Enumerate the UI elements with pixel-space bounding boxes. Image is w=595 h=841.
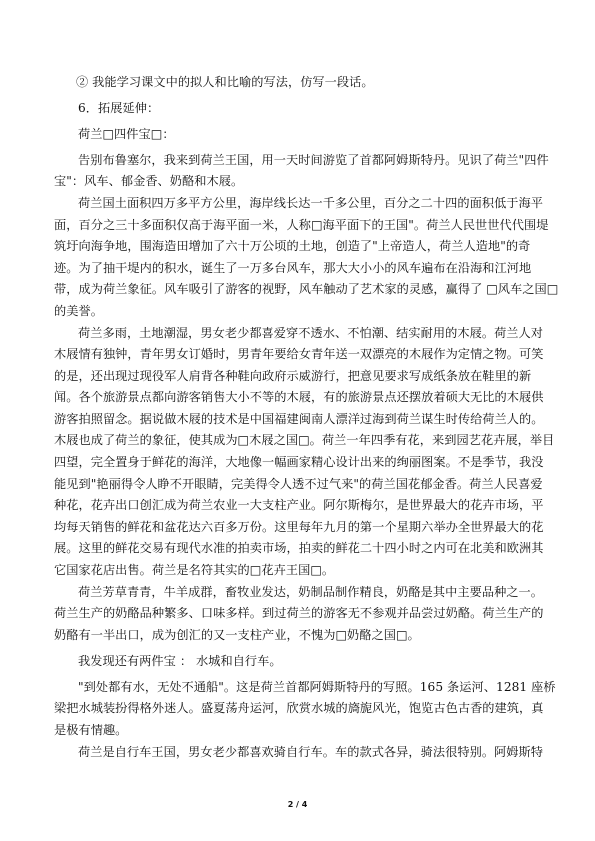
text-line: 均每天销售的鲜花和盆花达六百多万份。这里每年九月的第一个星期六举办全世界最大的花 (54, 520, 544, 534)
text-line: 四望，完全置身于鲜花的海洋，大地像一幅画家精心设计出来的绚丽图案。不是季节，我没 (54, 455, 544, 469)
text-line: "到处都有水，无处不通船"。这是荷兰首都阿姆斯特丹的写照。165 条运河、1281 座桥 (78, 680, 556, 694)
text-line: 奶酪有一半出口，成为创汇的又一支柱产业，不愧为□奶酪之国□。 (54, 628, 420, 642)
text-line: 荷兰国土面积四万多平方公里，海岸线长达一千多公里，百分之二十四的面积低于海平 (78, 196, 544, 210)
text-line: 面，百分之三十多面积仅高于海平面一米，人称□海平面下的王国"。荷兰人民世世代代围堤 (54, 218, 549, 232)
text-line: 展。这里的鲜花交易有现代水准的拍卖市场，拍卖的鲜花二十四小时之内可在北美和欧洲其 (54, 541, 544, 555)
text-line: 它国家花店出售。荷兰是名符其实的□花卉王国□。 (54, 563, 335, 577)
text-line: 的美誉。 (54, 304, 103, 318)
text-line: 木屐情有独钟，青年男女订婚时，男青年要给女青年送一双漂亮的木屐作为定情之物。可笑 (54, 347, 544, 361)
text-line: 6．拓展延伸： (78, 101, 160, 115)
text-line: 我发现还有两件宝 ： 水城和自行车。 (78, 654, 282, 668)
text-line: 荷兰多雨，土地潮湿，男女老少都喜爱穿不透水、不怕潮、结实耐用的木屐。荷兰人对 (78, 326, 544, 340)
text-line: ② 我能学习课文中的拟人和比喻的写法，仿写一段话。 (76, 75, 374, 89)
text-line: 能见到"艳丽得令人睁不开眼睛，完美得令人透不过气来"的荷兰国花郁金香。荷兰人民喜爱 (54, 477, 543, 491)
text-line: 带，成为荷兰象征。风车吸引了游客的视野，风车触动了艺术家的灵感，赢得了 □风车之国□ (54, 282, 559, 296)
text-line: 种花，花卉出口创汇成为荷兰农业一大支柱产业。阿尔斯梅尔，是世界最大的花卉市场，平 (54, 498, 544, 512)
text-line: 告别布鲁塞尔，我来到荷兰王国，用一天时间游览了首都阿姆斯特丹。见识了荷兰"四件 (78, 153, 549, 167)
text-line: 荷兰芳草青青，牛羊成群，畜牧业发达，奶制品制作精良，奶酪是其中主要品种之一。 (78, 585, 544, 599)
text-line: 游客拍照留念。据说做木屐的技术是中国福建闽南人漂洋过海到荷兰谋生时传给荷兰人的。 (54, 412, 544, 426)
text-line: 的是，还出现过现役军人肩背各种鞋向政府示威游行，把意见要求写成纸条放在鞋里的新 (54, 369, 532, 383)
text-line: 木屐也成了荷兰的象征，使其成为□木屐之国□。荷兰一年四季有花，来到园艺花卉展，举目 (54, 433, 555, 447)
text-line: 筑圩向海争地，围海造田增加了六十万公顷的土地，创造了"上帝造人，荷兰人造地"的奇 (54, 239, 531, 253)
text-line: 是极有情趣。 (54, 723, 128, 737)
text-line: 荷兰生产的奶酪品种繁多、口味多样。到过荷兰的游客无不参观并品尝过奶酪。荷兰生产的 (54, 606, 544, 620)
text-line: 荷兰□四件宝□： (78, 127, 175, 141)
text-line: 荷兰是自行车王国，男女老少都喜欢骑自行车。车的款式各异，骑法很特别。阿姆斯特 (78, 745, 544, 759)
text-line: 宝"：风车、郁金香、奶酪和木屐。 (54, 174, 244, 188)
text-line: 迹。为了抽干堤内的积水，诞生了一万多台风车，那大大小小的风车遍布在沿海和江河地 (54, 261, 532, 275)
text-line: 梁把水城装扮得格外迷人。盛夏荡舟运河，欣赏水城的旖旎风光，饱览古色古香的建筑，真 (54, 701, 544, 715)
text-line: 闻。各个旅游景点都向游客销售大小不等的木屐，有的旅游景点还摆放着硕大无比的木屐供 (54, 390, 544, 404)
page-number: 2 / 4 (287, 800, 308, 809)
